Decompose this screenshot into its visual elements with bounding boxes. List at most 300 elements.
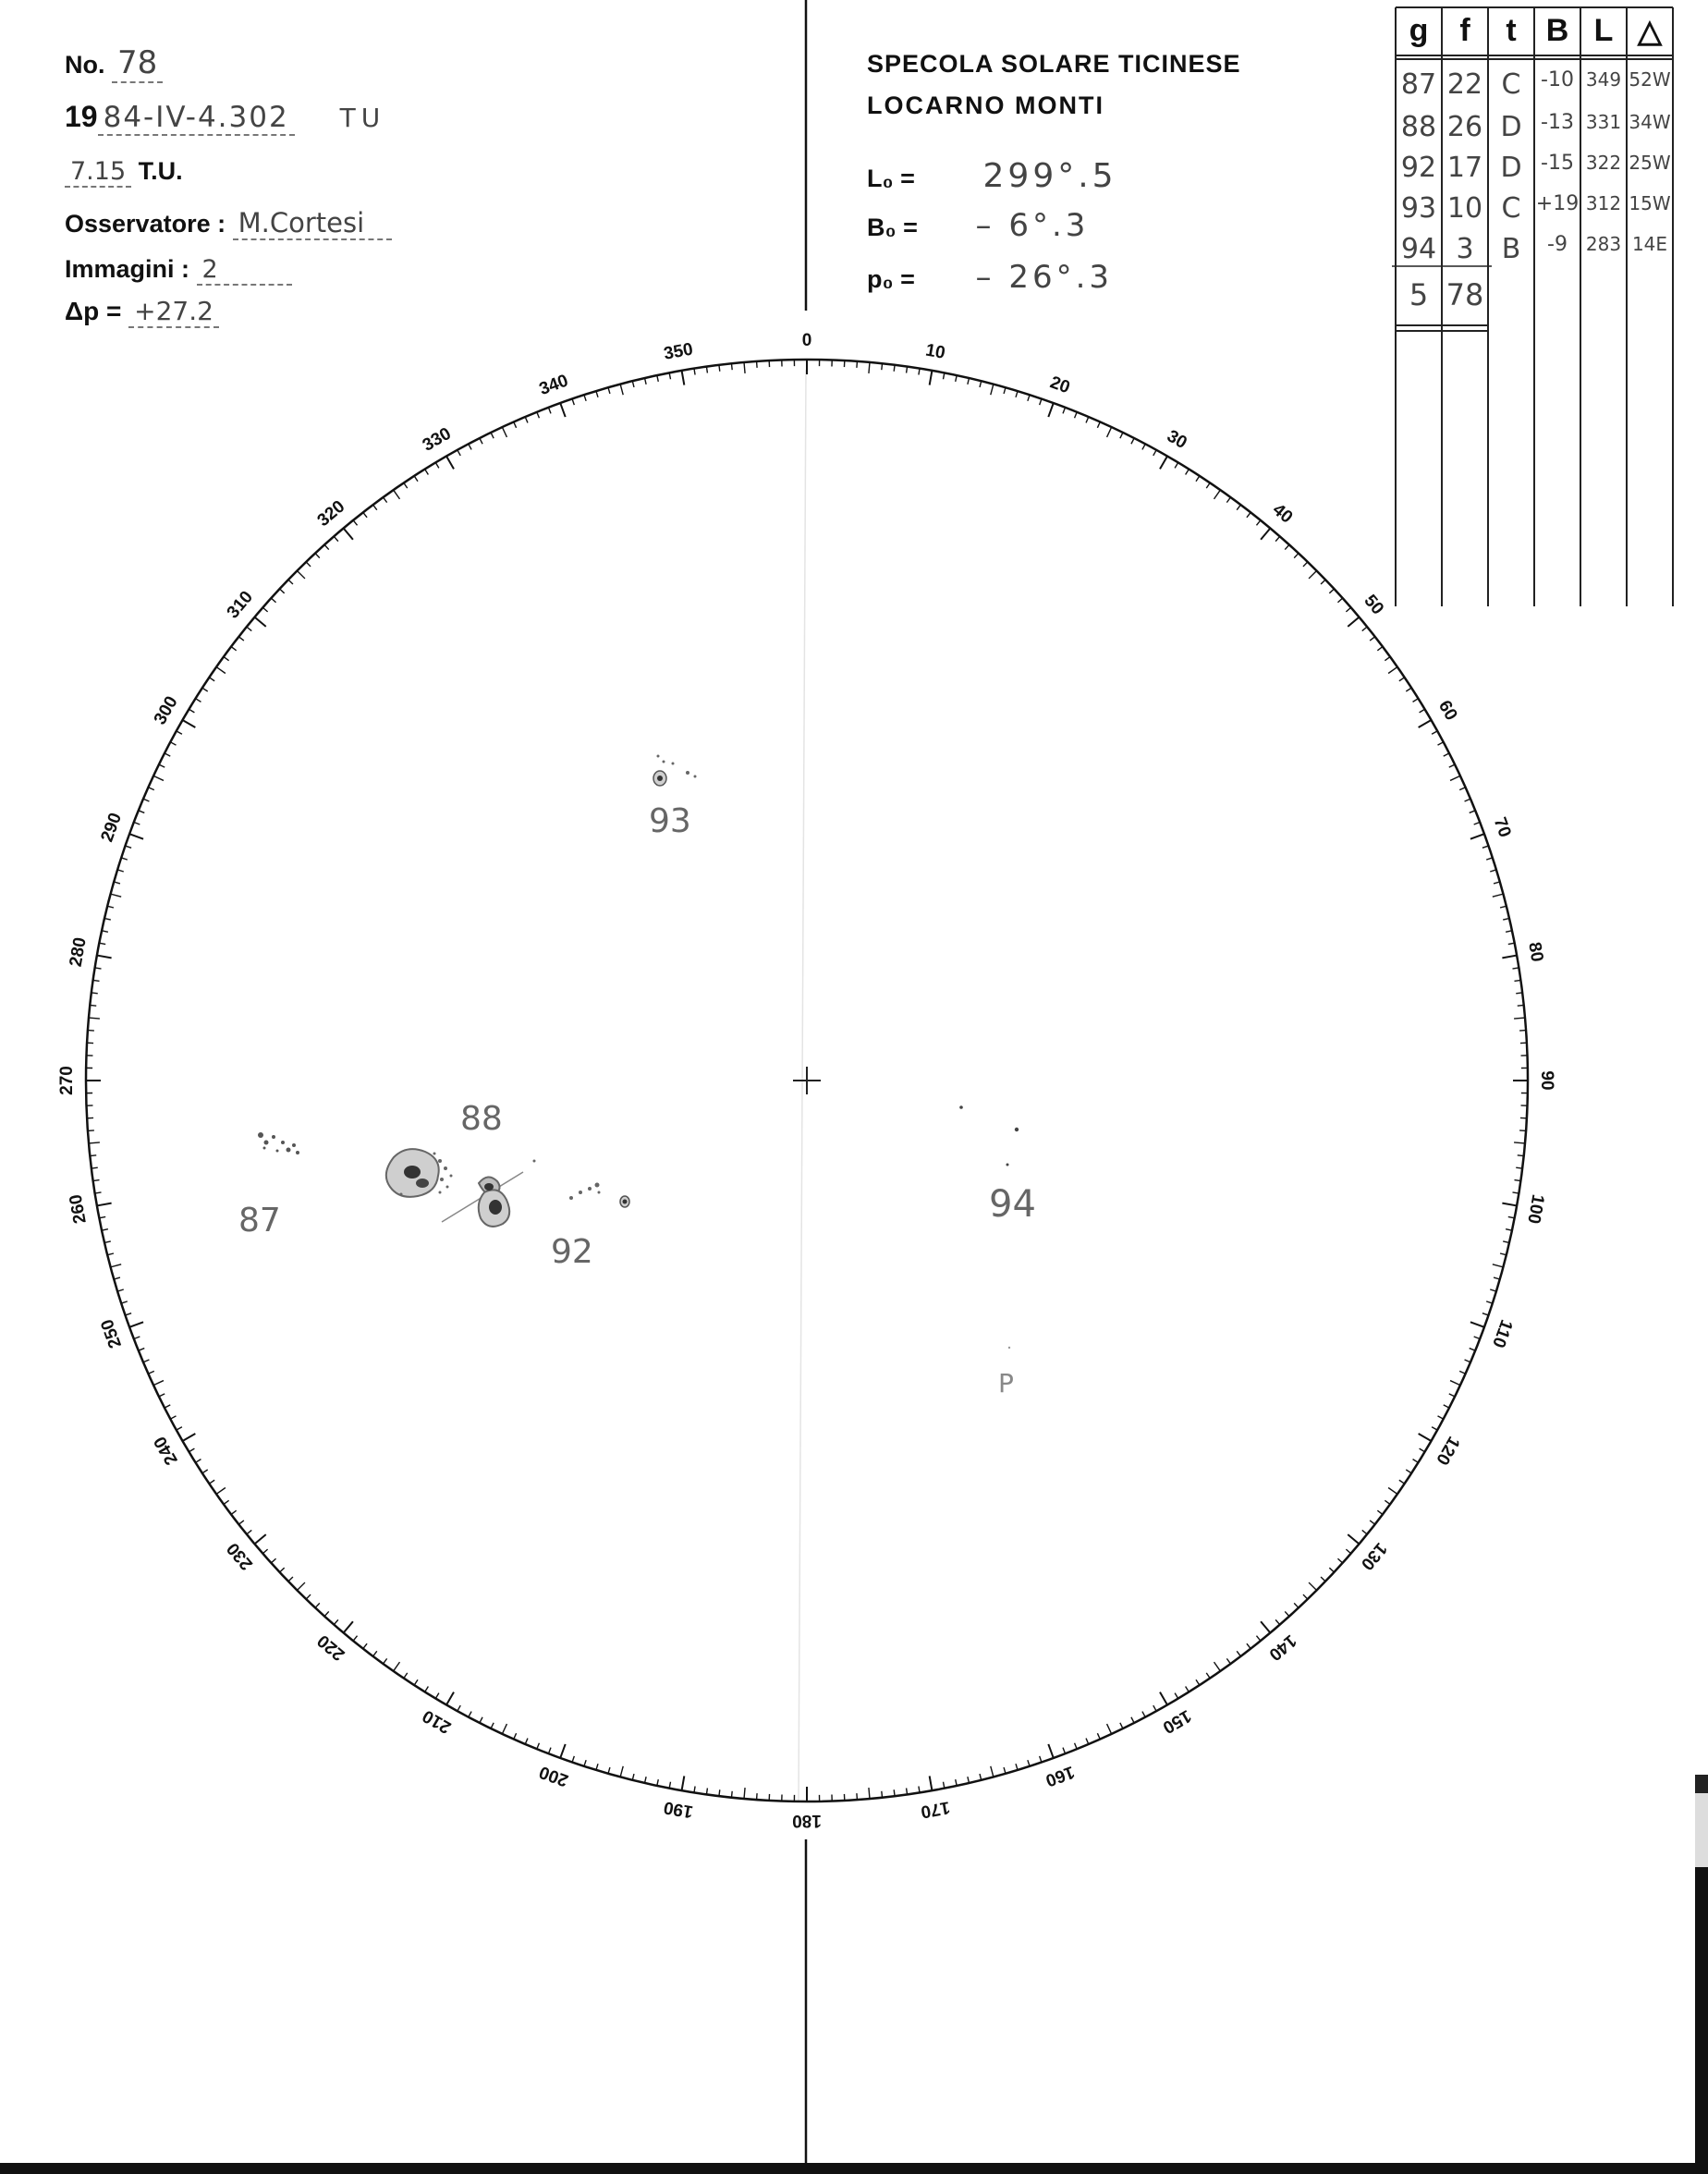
dial-tick bbox=[1206, 482, 1210, 488]
dial-tick bbox=[502, 427, 506, 437]
dial-tick bbox=[930, 1776, 933, 1790]
dial-tick bbox=[92, 1167, 98, 1168]
dial-tick bbox=[315, 1603, 320, 1607]
dial-tick bbox=[1502, 956, 1517, 959]
dial-tick bbox=[1256, 520, 1260, 525]
dial-tick bbox=[148, 1371, 153, 1374]
table-cell-r2-c4: 322 bbox=[1585, 152, 1622, 174]
dial-tick bbox=[148, 788, 153, 790]
record-number-label: No. bbox=[65, 51, 105, 79]
dial-tick bbox=[1063, 408, 1066, 414]
dial-tick bbox=[394, 1662, 400, 1671]
table-header-5: △ bbox=[1637, 14, 1663, 49]
dial-tick bbox=[92, 993, 98, 994]
dial-tick bbox=[584, 1760, 586, 1766]
dial-tick bbox=[991, 1766, 994, 1777]
dial-tick bbox=[404, 482, 408, 488]
dial-tick bbox=[1490, 870, 1496, 872]
dial-tick bbox=[469, 444, 471, 449]
dial-tick bbox=[1459, 1371, 1465, 1374]
dial-tick bbox=[1321, 1577, 1325, 1582]
dial-tick bbox=[288, 1577, 293, 1582]
dial-tick bbox=[1444, 1405, 1449, 1408]
L0-label: L₀ = bbox=[867, 165, 915, 192]
dial-tick bbox=[458, 450, 460, 456]
dial-tick bbox=[1256, 1636, 1260, 1641]
dial-tick bbox=[1075, 412, 1078, 418]
group-label-87: 87 bbox=[238, 1202, 281, 1240]
dial-tick bbox=[560, 1744, 565, 1758]
dial-tick bbox=[706, 367, 707, 373]
dial-tick bbox=[882, 1791, 883, 1798]
table-header-1: f bbox=[1459, 13, 1470, 48]
dial-tick bbox=[1097, 1733, 1100, 1739]
dial-tick bbox=[177, 1427, 182, 1430]
dial-tick bbox=[254, 1534, 265, 1544]
dial-tick bbox=[968, 1777, 970, 1783]
dial-tick bbox=[238, 1521, 244, 1524]
dial-tick bbox=[502, 1724, 506, 1734]
dial-tick bbox=[404, 1673, 408, 1679]
dial-tick bbox=[1486, 1301, 1493, 1303]
dial-tick bbox=[247, 627, 251, 630]
dial-tick bbox=[425, 1687, 429, 1692]
dial-tick bbox=[1075, 1743, 1078, 1749]
dial-tick bbox=[1413, 699, 1419, 702]
dial-tick bbox=[1419, 1434, 1432, 1441]
dial-tick bbox=[1506, 931, 1512, 932]
dial-tick bbox=[170, 1416, 176, 1419]
dial-label-300: 300 bbox=[150, 692, 182, 728]
dial-tick bbox=[1028, 1760, 1030, 1766]
dial-tick bbox=[1450, 776, 1460, 780]
table-cell-r2-c2: D bbox=[1500, 152, 1522, 184]
dial-tick bbox=[238, 637, 244, 641]
dial-tick bbox=[1346, 607, 1350, 612]
dial-tick bbox=[224, 657, 229, 661]
dial-tick bbox=[102, 931, 108, 932]
dial-tick bbox=[254, 617, 265, 627]
dial-tick bbox=[1175, 462, 1178, 468]
dial-tick bbox=[1294, 1603, 1299, 1607]
dial-tick bbox=[1406, 688, 1411, 691]
dial-tick bbox=[1226, 1658, 1230, 1664]
dial-tick bbox=[1247, 1643, 1250, 1649]
dial-tick bbox=[143, 1360, 149, 1362]
dial-tick bbox=[491, 1723, 494, 1728]
dial-label-220: 220 bbox=[313, 1630, 349, 1665]
dial-tick bbox=[324, 1611, 329, 1616]
dial-tick bbox=[1329, 589, 1334, 593]
dial-label-50: 50 bbox=[1360, 591, 1388, 619]
table-cell-r0-c5: 52W bbox=[1629, 68, 1671, 91]
dial-tick bbox=[1516, 1167, 1522, 1168]
dial-tick bbox=[1040, 1756, 1042, 1763]
dial-tick bbox=[177, 731, 182, 734]
dial-label-230: 230 bbox=[223, 1538, 258, 1574]
dial-tick bbox=[1377, 1510, 1383, 1514]
p0-label: p₀ = bbox=[867, 265, 915, 293]
dial-tick bbox=[706, 1788, 707, 1794]
observer-value: M.Cortesi bbox=[233, 207, 393, 240]
table-cell-r2-c1: 17 bbox=[1446, 152, 1483, 184]
dial-label-200: 200 bbox=[536, 1761, 571, 1790]
dial-label-240: 240 bbox=[150, 1433, 182, 1469]
images-label: Immagini : bbox=[65, 255, 190, 283]
dial-tick bbox=[907, 367, 908, 373]
dial-tick bbox=[869, 362, 870, 373]
dial-tick bbox=[129, 1322, 143, 1326]
L0-value: 299°.5 bbox=[982, 157, 1117, 195]
dial-tick bbox=[104, 1241, 111, 1243]
dial-tick bbox=[1142, 444, 1145, 449]
dial-tick bbox=[1444, 753, 1449, 756]
dial-tick bbox=[1337, 1558, 1342, 1563]
date-prefix: 19 bbox=[65, 100, 98, 133]
dial-tick bbox=[744, 362, 745, 373]
dial-tick bbox=[596, 1764, 598, 1770]
dial-tick bbox=[373, 1651, 377, 1656]
dial-tick bbox=[1432, 1427, 1437, 1430]
dial-label-330: 330 bbox=[419, 423, 455, 456]
dial-tick bbox=[1309, 570, 1316, 578]
dial-tick bbox=[719, 365, 720, 372]
dial-tick bbox=[280, 589, 285, 593]
dial-tick bbox=[1399, 1480, 1405, 1484]
table-cell-r3-c0: 93 bbox=[1400, 192, 1437, 225]
dial-tick bbox=[280, 1568, 285, 1572]
dial-tick bbox=[363, 1643, 367, 1649]
dial-tick bbox=[1450, 1381, 1460, 1386]
dial-label-150: 150 bbox=[1159, 1705, 1195, 1738]
dial-tick bbox=[1482, 846, 1489, 848]
dial-tick bbox=[744, 1788, 745, 1799]
table-cell-r2-c0: 92 bbox=[1400, 152, 1437, 184]
dial-tick bbox=[125, 1313, 131, 1315]
dial-tick bbox=[1309, 1582, 1316, 1590]
dial-tick bbox=[97, 1203, 112, 1206]
dial-label-90: 90 bbox=[1536, 1070, 1556, 1091]
dial-tick bbox=[1470, 834, 1484, 838]
B0-label: B₀ = bbox=[867, 214, 918, 241]
sunspot-group-88 bbox=[386, 1149, 453, 1197]
dial-tick bbox=[632, 1774, 634, 1780]
dial-tick bbox=[572, 1756, 574, 1763]
dial-tick bbox=[1175, 1693, 1178, 1699]
dial-tick bbox=[202, 1470, 208, 1473]
dial-tick bbox=[1063, 1748, 1066, 1754]
dial-tick bbox=[645, 1777, 647, 1783]
dial-label-70: 70 bbox=[1489, 814, 1515, 840]
table-cell-r4-c1: 3 bbox=[1456, 233, 1474, 265]
dial-tick bbox=[1432, 731, 1437, 734]
dial-tick bbox=[1346, 1549, 1350, 1554]
dial-tick bbox=[548, 408, 551, 414]
dial-tick bbox=[968, 378, 970, 385]
group-label-88: 88 bbox=[460, 1100, 503, 1138]
dial-tick bbox=[231, 647, 237, 651]
dial-tick bbox=[682, 371, 685, 385]
dial-tick bbox=[373, 505, 377, 510]
dial-tick bbox=[1385, 657, 1390, 661]
dial-tick bbox=[1160, 1692, 1167, 1705]
B0-value: – 6°.3 bbox=[975, 207, 1090, 244]
table-cell-r3-c5: 15W bbox=[1629, 192, 1671, 214]
dial-tick bbox=[384, 497, 387, 503]
dial-label-260: 260 bbox=[66, 1192, 91, 1226]
date-suffix: TU bbox=[339, 103, 386, 133]
dial-tick bbox=[525, 1739, 528, 1744]
dial-tick bbox=[1275, 1619, 1280, 1624]
dial-tick bbox=[1514, 1018, 1525, 1019]
dial-tick bbox=[1329, 1568, 1334, 1572]
dial-tick bbox=[446, 457, 454, 470]
dial-tick bbox=[1482, 1313, 1489, 1315]
dial-label-250: 250 bbox=[97, 1316, 127, 1351]
dial-tick bbox=[514, 1733, 517, 1739]
dial-tick bbox=[1285, 544, 1289, 549]
dial-tick bbox=[104, 919, 111, 921]
sunspot-group-93 bbox=[653, 755, 697, 787]
dial-tick bbox=[202, 688, 208, 691]
dial-tick bbox=[469, 1712, 471, 1717]
dial-label-280: 280 bbox=[66, 935, 91, 969]
dial-tick bbox=[1388, 667, 1397, 674]
dial-tick bbox=[139, 811, 144, 813]
dial-label-130: 130 bbox=[1356, 1538, 1391, 1574]
dial-tick bbox=[991, 385, 994, 396]
dial-tick bbox=[657, 1779, 658, 1786]
table-cell-r1-c0: 88 bbox=[1400, 111, 1437, 143]
dial-tick bbox=[196, 699, 201, 702]
dial-label-110: 110 bbox=[1488, 1316, 1517, 1350]
dial-tick bbox=[572, 398, 574, 405]
dial-tick bbox=[1120, 1723, 1123, 1728]
dial-tick bbox=[384, 1658, 387, 1664]
dial-tick bbox=[1449, 764, 1455, 767]
group-label-92: 92 bbox=[551, 1233, 593, 1271]
dial-tick bbox=[89, 1018, 100, 1019]
dial-tick bbox=[1438, 742, 1444, 745]
dial-tick bbox=[596, 391, 598, 397]
dial-tick bbox=[1160, 457, 1167, 470]
dial-tick bbox=[1186, 470, 1190, 475]
dial-tick bbox=[1294, 554, 1299, 558]
dial-tick bbox=[271, 598, 275, 603]
dial-label-310: 310 bbox=[223, 587, 258, 623]
dial-label-30: 30 bbox=[1163, 426, 1190, 454]
observer-label: Osservatore : bbox=[65, 210, 226, 238]
dial-tick bbox=[446, 1692, 454, 1705]
dial-tick bbox=[315, 554, 320, 558]
dial-tick bbox=[1261, 1621, 1270, 1632]
dial-label-320: 320 bbox=[313, 496, 349, 531]
pencil-meridian bbox=[799, 370, 806, 1802]
dial-tick bbox=[93, 980, 100, 981]
dial-tick bbox=[907, 1788, 908, 1794]
dial-tick bbox=[1470, 811, 1475, 813]
dial-tick bbox=[306, 1594, 311, 1599]
dial-tick bbox=[894, 365, 895, 372]
dial-tick bbox=[1004, 387, 1006, 394]
dial-tick bbox=[1321, 580, 1325, 584]
table-cell-r4-c5: 14E bbox=[1631, 233, 1668, 255]
dial-tick bbox=[1120, 433, 1123, 438]
dial-tick bbox=[1348, 617, 1359, 627]
dial-tick bbox=[1048, 1744, 1053, 1758]
table-cell-r1-c2: D bbox=[1500, 111, 1522, 143]
dial-tick bbox=[682, 1776, 685, 1790]
table-cell-r1-c5: 34W bbox=[1629, 111, 1671, 133]
dial-tick bbox=[731, 1791, 732, 1798]
table-header-2: t bbox=[1506, 13, 1517, 48]
dial-label-160: 160 bbox=[1043, 1761, 1078, 1790]
dial-tick bbox=[414, 476, 418, 482]
table-cell-r3-c4: 312 bbox=[1585, 192, 1622, 214]
dial-tick bbox=[189, 1448, 194, 1452]
table-total-1: 78 bbox=[1446, 277, 1484, 312]
dial-tick bbox=[102, 1229, 108, 1230]
p0-value: – 26°.3 bbox=[975, 259, 1114, 296]
dial-tick bbox=[143, 799, 149, 801]
dial-tick bbox=[1420, 1448, 1425, 1452]
dial-tick bbox=[1486, 858, 1493, 860]
dial-tick bbox=[980, 381, 982, 387]
dial-tick bbox=[458, 1705, 460, 1711]
dial-tick bbox=[657, 375, 658, 382]
dial-tick bbox=[114, 1277, 120, 1279]
dial-tick bbox=[224, 1500, 229, 1504]
dial-tick bbox=[262, 1549, 267, 1554]
dial-tick bbox=[189, 709, 194, 713]
dial-tick bbox=[1362, 1530, 1367, 1533]
dial-tick bbox=[324, 544, 329, 549]
dial-tick bbox=[111, 894, 122, 897]
dial-tick bbox=[1465, 799, 1470, 801]
dial-tick bbox=[1285, 1611, 1289, 1616]
table-header-0: g bbox=[1409, 13, 1429, 48]
dial-tick bbox=[209, 1480, 214, 1484]
dial-label-190: 190 bbox=[662, 1797, 695, 1822]
dial-tick bbox=[1474, 1337, 1481, 1339]
dial-tick bbox=[435, 1693, 439, 1699]
dial-tick bbox=[1214, 490, 1221, 499]
dial-tick bbox=[209, 678, 214, 681]
group-label-93: 93 bbox=[649, 802, 691, 840]
table-header-4: L bbox=[1593, 13, 1614, 48]
dial-tick bbox=[620, 1766, 623, 1777]
dial-tick bbox=[1214, 1662, 1221, 1671]
institution-name: SPECOLA SOLARE TICINESE bbox=[867, 50, 1241, 78]
dial-tick bbox=[1362, 627, 1367, 630]
dial-label-60: 60 bbox=[1434, 697, 1461, 725]
dial-tick bbox=[1206, 1673, 1210, 1679]
dial-tick bbox=[170, 742, 176, 745]
dial-label-40: 40 bbox=[1268, 499, 1297, 528]
dial-tick bbox=[1385, 1500, 1390, 1504]
dial-tick bbox=[247, 1530, 251, 1533]
table-cell-r0-c1: 22 bbox=[1446, 68, 1483, 101]
dial-tick bbox=[1516, 993, 1522, 994]
dial-tick bbox=[537, 1743, 540, 1749]
dial-tick bbox=[1459, 788, 1465, 790]
dial-tick bbox=[1493, 1264, 1504, 1267]
dial-tick bbox=[216, 667, 226, 674]
dial-tick bbox=[344, 1621, 353, 1632]
group-label-94: 94 bbox=[989, 1183, 1036, 1226]
images-value: 2 bbox=[197, 255, 292, 286]
dial-tick bbox=[353, 520, 357, 525]
dial-tick bbox=[1438, 1416, 1444, 1419]
dial-tick bbox=[869, 1788, 870, 1799]
dial-tick bbox=[1086, 1739, 1089, 1744]
dial-label-210: 210 bbox=[419, 1705, 455, 1738]
dial-tick bbox=[1226, 497, 1230, 503]
dial-tick bbox=[288, 580, 293, 584]
table-cell-r0-c0: 87 bbox=[1400, 68, 1437, 101]
dial-label-20: 20 bbox=[1047, 373, 1073, 398]
dial-tick bbox=[1370, 637, 1375, 641]
dial-tick bbox=[1337, 598, 1342, 603]
dial-tick bbox=[1048, 403, 1053, 417]
dial-tick bbox=[1237, 505, 1240, 510]
table-cell-r4-c2: B bbox=[1501, 233, 1521, 265]
dial-tick bbox=[645, 378, 647, 385]
dial-tick bbox=[216, 1488, 226, 1495]
dial-label-140: 140 bbox=[1264, 1630, 1300, 1665]
dial-label-170: 170 bbox=[919, 1797, 952, 1822]
dial-tick bbox=[620, 385, 623, 396]
dial-tick bbox=[1420, 709, 1425, 713]
dial-label-120: 120 bbox=[1432, 1433, 1464, 1469]
dial-tick bbox=[1153, 1705, 1156, 1711]
dial-tick bbox=[414, 1679, 418, 1685]
delta-p-value: +27.2 bbox=[128, 296, 219, 328]
dial-tick bbox=[271, 1558, 275, 1563]
dial-tick bbox=[165, 753, 170, 756]
dial-tick bbox=[956, 375, 957, 382]
dial-tick bbox=[353, 1636, 357, 1641]
dial-tick bbox=[129, 834, 143, 838]
table-cell-r1-c4: 331 bbox=[1585, 111, 1622, 133]
dial-tick bbox=[1514, 980, 1520, 981]
dial-label-10: 10 bbox=[923, 340, 947, 363]
dial-tick bbox=[183, 720, 196, 727]
dial-tick bbox=[1303, 1594, 1308, 1599]
dial-tick bbox=[297, 1582, 304, 1590]
dial-tick bbox=[363, 512, 367, 518]
dial-tick bbox=[262, 607, 267, 612]
institution-place: LOCARNO MONTI bbox=[867, 92, 1104, 119]
dial-tick bbox=[435, 462, 439, 468]
dial-tick bbox=[134, 1337, 140, 1339]
dial-tick bbox=[1470, 1349, 1475, 1351]
dial-tick bbox=[1196, 1679, 1200, 1685]
dial-label-0: 0 bbox=[801, 331, 812, 351]
dial-tick bbox=[153, 776, 164, 780]
date-value: 84-IV-4.302 bbox=[98, 101, 295, 136]
dial-tick bbox=[560, 403, 565, 417]
dial-tick bbox=[1514, 1180, 1520, 1181]
dial-tick bbox=[930, 371, 933, 385]
table-cell-r0-c2: C bbox=[1501, 68, 1521, 101]
table-cell-r1-c3: -13 bbox=[1541, 111, 1574, 134]
dial-tick bbox=[1449, 1394, 1455, 1397]
dial-tick bbox=[1518, 1155, 1524, 1156]
dial-tick bbox=[1370, 1521, 1375, 1524]
dial-tick bbox=[1040, 398, 1042, 405]
scan-edge bbox=[1695, 0, 1708, 2174]
